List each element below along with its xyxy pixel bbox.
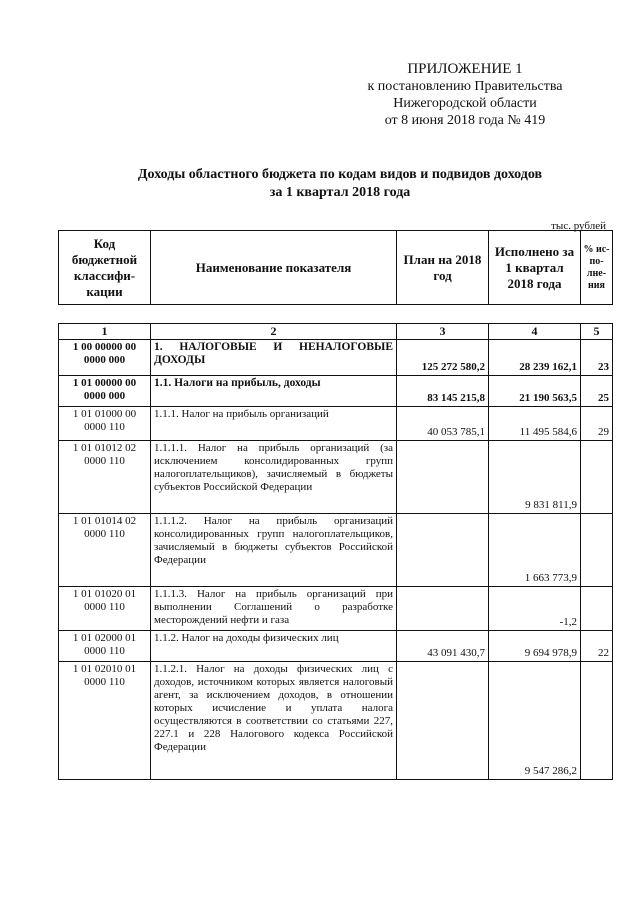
row-pct: 25 — [581, 376, 613, 407]
table-row — [59, 662, 613, 780]
header-table — [58, 230, 613, 305]
row-plan: 43 091 430,7 — [397, 631, 489, 662]
appendix-line-2: Нижегородской области — [393, 96, 537, 111]
table-row — [59, 441, 613, 514]
data-table — [58, 323, 613, 780]
document-title-line-2: за 1 квартал 2018 года — [269, 185, 411, 200]
column-number-row — [59, 324, 613, 340]
table-row — [59, 587, 613, 631]
header-code: Код бюджетной классифи-кации — [59, 231, 151, 305]
row-code: 1 00 00000 00 0000 000 — [59, 340, 151, 376]
row-plan — [397, 662, 489, 780]
row-code: 1 01 01020 01 0000 110 — [59, 587, 151, 631]
row-name: 1.1.1.1. Налог на прибыль организаций (за исключением консолидированных групп налогоплательщиков), зачисляемый в бюджеты субъектов Российской Федерации — [151, 441, 397, 514]
column-number: 1 — [59, 324, 151, 340]
row-pct — [581, 662, 613, 780]
table-row — [59, 631, 613, 662]
header-pct: % ис-по-лне-ния — [581, 231, 613, 305]
header-done: Исполнено за 1 квартал 2018 года — [489, 231, 581, 305]
row-pct — [581, 514, 613, 587]
row-pct — [581, 441, 613, 514]
row-plan — [397, 514, 489, 587]
document-title — [60, 166, 620, 202]
table-row — [59, 514, 613, 587]
row-name: 1.1.1.3. Налог на прибыль организаций при выполнении Соглашений о разработке месторождений нефти и газа — [151, 587, 397, 631]
table-row — [59, 340, 613, 376]
row-name: 1.1.2.1. Налог на доходы физических лиц с доходов, источником которых является налоговый агент, за исключением доходов, в отношении которых исчисление и уплата налога осуществляются в соответствии со статьями 227, 227.1 и 228 Налогового кодекса Российской Федерации — [151, 662, 397, 780]
row-pct: 23 — [581, 340, 613, 376]
row-pct — [581, 587, 613, 631]
table-row — [59, 376, 613, 407]
units-label: тыс. рублей — [551, 220, 606, 232]
row-code: 1 01 01000 00 0000 110 — [59, 407, 151, 441]
row-code: 1 01 02000 01 0000 110 — [59, 631, 151, 662]
column-number: 5 — [581, 324, 613, 340]
header-plan: План на 2018 год — [397, 231, 489, 305]
row-plan: 40 053 785,1 — [397, 407, 489, 441]
row-done: 28 239 162,1 — [489, 340, 581, 376]
table-row — [59, 407, 613, 441]
row-plan: 125 272 580,2 — [397, 340, 489, 376]
row-done: 21 190 563,5 — [489, 376, 581, 407]
document-title-line-1: Доходы областного бюджета по кодам видов и подвидов доходов — [137, 167, 543, 182]
column-number: 4 — [489, 324, 581, 340]
row-done: 1 663 773,9 — [489, 514, 581, 587]
row-done: 9 831 811,9 — [489, 441, 581, 514]
appendix-line-3: от 8 июня 2018 года № 419 — [384, 113, 546, 128]
column-number: 3 — [397, 324, 489, 340]
appendix-title: ПРИЛОЖЕНИЕ 1 — [407, 61, 523, 77]
row-pct: 22 — [581, 631, 613, 662]
row-plan: 83 145 215,8 — [397, 376, 489, 407]
appendix-block — [320, 60, 610, 129]
column-number: 2 — [151, 324, 397, 340]
row-pct: 29 — [581, 407, 613, 441]
appendix-line-1: к постановлению Правительства — [367, 79, 563, 94]
row-code: 1 01 01012 02 0000 110 — [59, 441, 151, 514]
row-plan — [397, 587, 489, 631]
row-done: 11 495 584,6 — [489, 407, 581, 441]
row-name: 1. НАЛОГОВЫЕ И НЕНАЛОГОВЫЕ ДОХОДЫ — [151, 340, 397, 376]
row-name: 1.1.1. Налог на прибыль организаций — [151, 407, 397, 441]
header-name: Наименование показателя — [151, 231, 397, 305]
row-code: 1 01 02010 01 0000 110 — [59, 662, 151, 780]
row-name: 1.1.1.2. Налог на прибыль организаций консолидированных групп налогоплательщиков, зачисляемый в бюджеты субъектов Российской Федерации — [151, 514, 397, 587]
row-code: 1 01 00000 00 0000 000 — [59, 376, 151, 407]
row-done: 9 694 978,9 — [489, 631, 581, 662]
row-name: 1.1.2. Налог на доходы физических лиц — [151, 631, 397, 662]
row-plan — [397, 441, 489, 514]
row-code: 1 01 01014 02 0000 110 — [59, 514, 151, 587]
row-name: 1.1. Налоги на прибыль, доходы — [151, 376, 397, 407]
row-done: 9 547 286,2 — [489, 662, 581, 780]
row-done: -1,2 — [489, 587, 581, 631]
